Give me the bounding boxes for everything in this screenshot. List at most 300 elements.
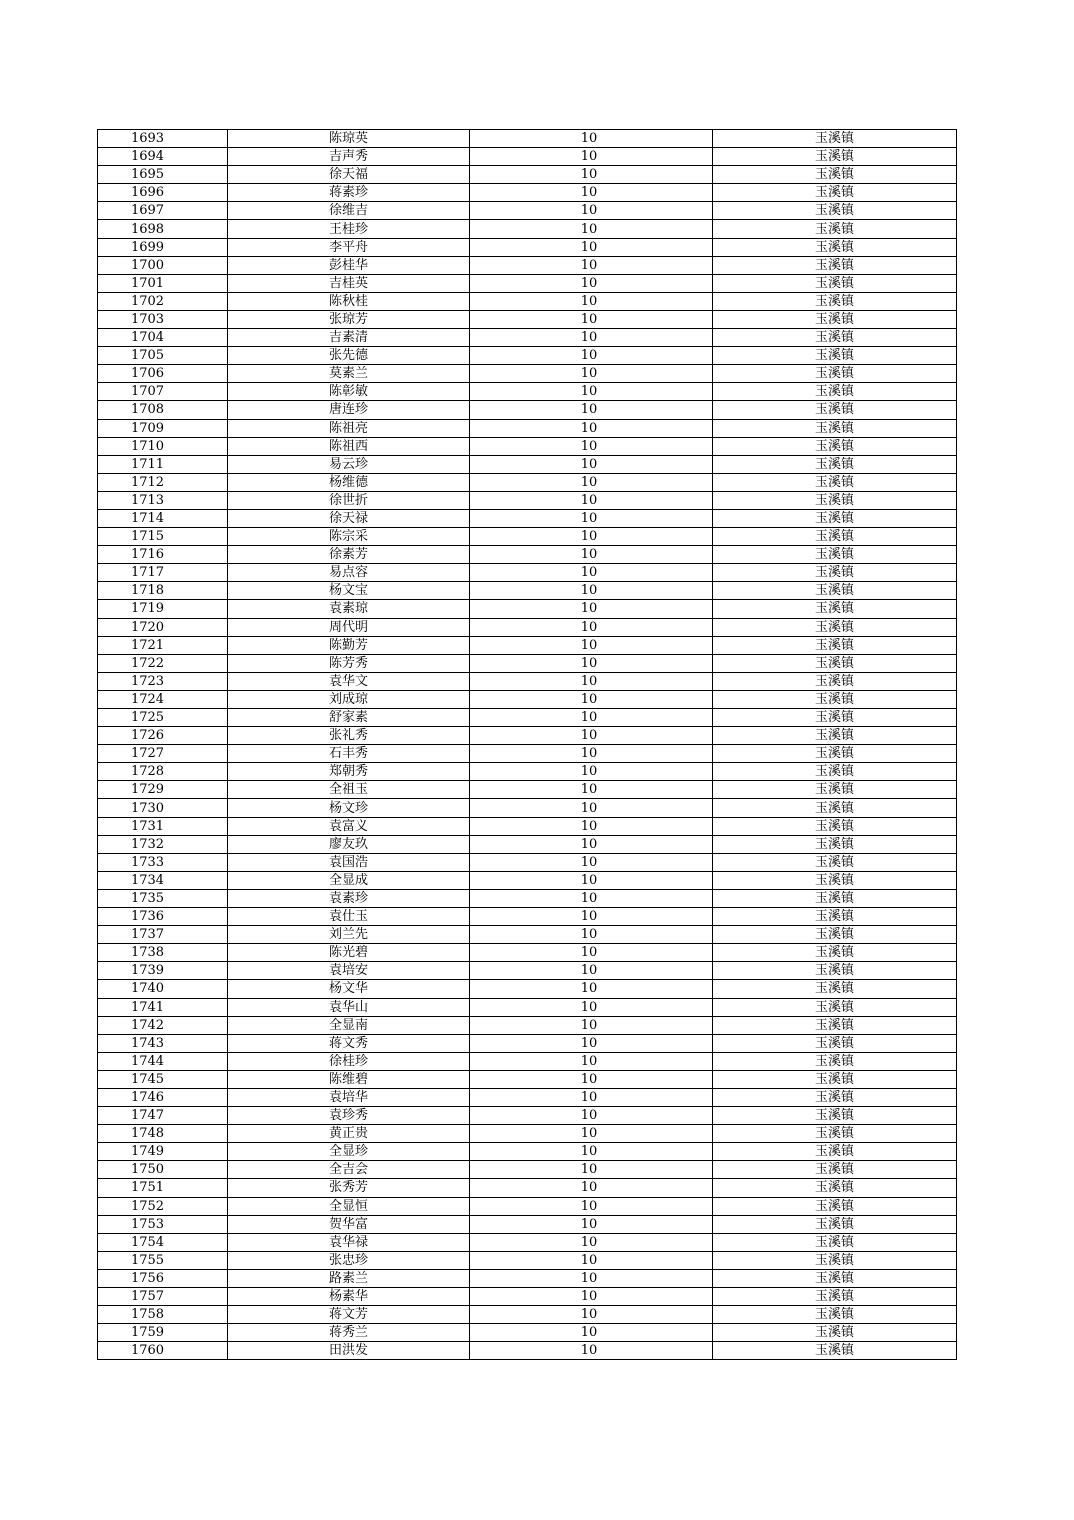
row-number-cell: 1720 [98, 618, 228, 636]
name-cell: 张先德 [228, 347, 470, 365]
row-number-cell: 1721 [98, 636, 228, 654]
row-number-cell: 1727 [98, 745, 228, 763]
table-row [98, 600, 957, 618]
row-number-cell: 1743 [98, 1034, 228, 1052]
table-row [98, 1161, 957, 1179]
amount-cell: 10 [470, 148, 713, 166]
name-cell: 袁素琼 [228, 600, 470, 618]
table-row [98, 853, 957, 871]
row-number-cell: 1739 [98, 962, 228, 980]
table-row [98, 1197, 957, 1215]
table-row [98, 1052, 957, 1070]
row-number-cell: 1736 [98, 908, 228, 926]
town-cell: 玉溪镇 [713, 1197, 957, 1215]
town-cell: 玉溪镇 [713, 763, 957, 781]
row-number-cell: 1703 [98, 310, 228, 328]
amount-cell: 10 [470, 509, 713, 527]
table-row [98, 636, 957, 654]
table-row [98, 1215, 957, 1233]
town-cell: 玉溪镇 [713, 473, 957, 491]
name-cell: 陈祖西 [228, 437, 470, 455]
amount-cell: 10 [470, 419, 713, 437]
town-cell: 玉溪镇 [713, 1107, 957, 1125]
town-cell: 玉溪镇 [713, 817, 957, 835]
row-number-cell: 1746 [98, 1088, 228, 1106]
town-cell: 玉溪镇 [713, 980, 957, 998]
name-cell: 袁华禄 [228, 1233, 470, 1251]
amount-cell: 10 [470, 365, 713, 383]
name-cell: 杨文华 [228, 980, 470, 998]
town-cell: 玉溪镇 [713, 618, 957, 636]
amount-cell: 10 [470, 1215, 713, 1233]
table-row [98, 980, 957, 998]
row-number-cell: 1755 [98, 1251, 228, 1269]
town-cell: 玉溪镇 [713, 491, 957, 509]
table-row [98, 419, 957, 437]
town-cell: 玉溪镇 [713, 238, 957, 256]
name-cell: 张秀芳 [228, 1179, 470, 1197]
table-row [98, 1251, 957, 1269]
town-cell: 玉溪镇 [713, 1161, 957, 1179]
town-cell: 玉溪镇 [713, 1215, 957, 1233]
table-row [98, 1233, 957, 1251]
name-cell: 张忠珍 [228, 1251, 470, 1269]
row-number-cell: 1742 [98, 1016, 228, 1034]
amount-cell: 10 [470, 256, 713, 274]
row-number-cell: 1708 [98, 401, 228, 419]
table-row [98, 528, 957, 546]
town-cell: 玉溪镇 [713, 1143, 957, 1161]
table-row [98, 455, 957, 473]
table-row [98, 1107, 957, 1125]
amount-cell: 10 [470, 401, 713, 419]
amount-cell: 10 [470, 383, 713, 401]
town-cell: 玉溪镇 [713, 600, 957, 618]
amount-cell: 10 [470, 727, 713, 745]
amount-cell: 10 [470, 184, 713, 202]
name-cell: 陈勤芳 [228, 636, 470, 654]
amount-cell: 10 [470, 1125, 713, 1143]
table-row [98, 491, 957, 509]
row-number-cell: 1757 [98, 1288, 228, 1306]
row-number-cell: 1719 [98, 600, 228, 618]
town-cell: 玉溪镇 [713, 509, 957, 527]
amount-cell: 10 [470, 238, 713, 256]
table-row [98, 998, 957, 1016]
amount-cell: 10 [470, 781, 713, 799]
name-cell: 吉声秀 [228, 148, 470, 166]
town-cell: 玉溪镇 [713, 184, 957, 202]
row-number-cell: 1715 [98, 528, 228, 546]
name-cell: 田洪发 [228, 1342, 470, 1360]
name-cell: 李平舟 [228, 238, 470, 256]
amount-cell: 10 [470, 455, 713, 473]
name-cell: 陈宗采 [228, 528, 470, 546]
town-cell: 玉溪镇 [713, 1070, 957, 1088]
amount-cell: 10 [470, 437, 713, 455]
amount-cell: 10 [470, 618, 713, 636]
table-row [98, 672, 957, 690]
amount-cell: 10 [470, 1233, 713, 1251]
amount-cell: 10 [470, 202, 713, 220]
name-cell: 全显成 [228, 871, 470, 889]
amount-cell: 10 [470, 799, 713, 817]
town-cell: 玉溪镇 [713, 690, 957, 708]
town-cell: 玉溪镇 [713, 329, 957, 347]
town-cell: 玉溪镇 [713, 636, 957, 654]
amount-cell: 10 [470, 763, 713, 781]
table-row [98, 1034, 957, 1052]
name-cell: 袁富义 [228, 817, 470, 835]
name-cell: 易点容 [228, 564, 470, 582]
name-cell: 袁仕玉 [228, 908, 470, 926]
table-row [98, 926, 957, 944]
name-cell: 蒋文秀 [228, 1034, 470, 1052]
amount-cell: 10 [470, 1107, 713, 1125]
amount-cell: 10 [470, 690, 713, 708]
town-cell: 玉溪镇 [713, 1269, 957, 1287]
name-cell: 蒋文芳 [228, 1306, 470, 1324]
name-cell: 徐素芳 [228, 546, 470, 564]
amount-cell: 10 [470, 600, 713, 618]
row-number-cell: 1759 [98, 1324, 228, 1342]
row-number-cell: 1751 [98, 1179, 228, 1197]
name-cell: 路素兰 [228, 1269, 470, 1287]
row-number-cell: 1712 [98, 473, 228, 491]
table-row [98, 166, 957, 184]
amount-cell: 10 [470, 1070, 713, 1088]
amount-cell: 10 [470, 980, 713, 998]
name-cell: 贺华富 [228, 1215, 470, 1233]
table-row [98, 1342, 957, 1360]
town-cell: 玉溪镇 [713, 292, 957, 310]
table-row [98, 546, 957, 564]
name-cell: 蒋素珍 [228, 184, 470, 202]
town-cell: 玉溪镇 [713, 256, 957, 274]
town-cell: 玉溪镇 [713, 654, 957, 672]
row-number-cell: 1741 [98, 998, 228, 1016]
name-cell: 袁华山 [228, 998, 470, 1016]
table-row [98, 1088, 957, 1106]
name-cell: 张琼芳 [228, 310, 470, 328]
name-cell: 袁华文 [228, 672, 470, 690]
town-cell: 玉溪镇 [713, 1233, 957, 1251]
amount-cell: 10 [470, 835, 713, 853]
amount-cell: 10 [470, 347, 713, 365]
amount-cell: 10 [470, 310, 713, 328]
name-cell: 莫素兰 [228, 365, 470, 383]
amount-cell: 10 [470, 636, 713, 654]
name-cell: 黄正贵 [228, 1125, 470, 1143]
town-cell: 玉溪镇 [713, 437, 957, 455]
amount-cell: 10 [470, 1016, 713, 1034]
table-row [98, 727, 957, 745]
name-cell: 吉桂英 [228, 274, 470, 292]
row-number-cell: 1748 [98, 1125, 228, 1143]
row-number-cell: 1725 [98, 709, 228, 727]
amount-cell: 10 [470, 745, 713, 763]
row-number-cell: 1709 [98, 419, 228, 437]
amount-cell: 10 [470, 1161, 713, 1179]
table-row [98, 889, 957, 907]
amount-cell: 10 [470, 998, 713, 1016]
row-number-cell: 1753 [98, 1215, 228, 1233]
table-row [98, 220, 957, 238]
row-number-cell: 1705 [98, 347, 228, 365]
name-cell: 全吉会 [228, 1161, 470, 1179]
table-row [98, 564, 957, 582]
row-number-cell: 1698 [98, 220, 228, 238]
row-number-cell: 1740 [98, 980, 228, 998]
town-cell: 玉溪镇 [713, 1324, 957, 1342]
table-row [98, 256, 957, 274]
amount-cell: 10 [470, 1251, 713, 1269]
table-row [98, 184, 957, 202]
table-row [98, 781, 957, 799]
row-number-cell: 1744 [98, 1052, 228, 1070]
amount-cell: 10 [470, 491, 713, 509]
table-row [98, 817, 957, 835]
name-cell: 吉素清 [228, 329, 470, 347]
row-number-cell: 1710 [98, 437, 228, 455]
row-number-cell: 1752 [98, 1197, 228, 1215]
name-cell: 刘兰先 [228, 926, 470, 944]
row-number-cell: 1730 [98, 799, 228, 817]
town-cell: 玉溪镇 [713, 347, 957, 365]
row-number-cell: 1704 [98, 329, 228, 347]
name-cell: 张礼秀 [228, 727, 470, 745]
name-cell: 陈光碧 [228, 944, 470, 962]
amount-cell: 10 [470, 926, 713, 944]
town-cell: 玉溪镇 [713, 564, 957, 582]
amount-cell: 10 [470, 1342, 713, 1360]
table-row [98, 1324, 957, 1342]
town-cell: 玉溪镇 [713, 528, 957, 546]
row-number-cell: 1734 [98, 871, 228, 889]
amount-cell: 10 [470, 130, 713, 148]
name-cell: 徐天禄 [228, 509, 470, 527]
table-row [98, 962, 957, 980]
table-row [98, 1125, 957, 1143]
row-number-cell: 1747 [98, 1107, 228, 1125]
row-number-cell: 1726 [98, 727, 228, 745]
name-cell: 王桂珍 [228, 220, 470, 238]
amount-cell: 10 [470, 292, 713, 310]
town-cell: 玉溪镇 [713, 672, 957, 690]
row-number-cell: 1732 [98, 835, 228, 853]
table-row [98, 383, 957, 401]
amount-cell: 10 [470, 817, 713, 835]
name-cell: 陈秋桂 [228, 292, 470, 310]
row-number-cell: 1731 [98, 817, 228, 835]
town-cell: 玉溪镇 [713, 835, 957, 853]
table-row [98, 437, 957, 455]
table-row [98, 835, 957, 853]
town-cell: 玉溪镇 [713, 889, 957, 907]
row-number-cell: 1702 [98, 292, 228, 310]
row-number-cell: 1735 [98, 889, 228, 907]
town-cell: 玉溪镇 [713, 220, 957, 238]
amount-cell: 10 [470, 1143, 713, 1161]
name-cell: 全显恒 [228, 1197, 470, 1215]
row-number-cell: 1723 [98, 672, 228, 690]
name-cell: 杨文珍 [228, 799, 470, 817]
name-cell: 陈祖亮 [228, 419, 470, 437]
table-row [98, 329, 957, 347]
table-row [98, 745, 957, 763]
name-cell: 石丰秀 [228, 745, 470, 763]
town-cell: 玉溪镇 [713, 130, 957, 148]
row-number-cell: 1760 [98, 1342, 228, 1360]
table-row [98, 238, 957, 256]
name-cell: 陈琼英 [228, 130, 470, 148]
row-number-cell: 1737 [98, 926, 228, 944]
table-row [98, 582, 957, 600]
row-number-cell: 1694 [98, 148, 228, 166]
row-number-cell: 1722 [98, 654, 228, 672]
amount-cell: 10 [470, 564, 713, 582]
town-cell: 玉溪镇 [713, 908, 957, 926]
table-row [98, 148, 957, 166]
town-cell: 玉溪镇 [713, 383, 957, 401]
town-cell: 玉溪镇 [713, 745, 957, 763]
row-number-cell: 1733 [98, 853, 228, 871]
amount-cell: 10 [470, 1324, 713, 1342]
row-number-cell: 1749 [98, 1143, 228, 1161]
town-cell: 玉溪镇 [713, 546, 957, 564]
row-number-cell: 1706 [98, 365, 228, 383]
amount-cell: 10 [470, 944, 713, 962]
name-cell: 廖友玖 [228, 835, 470, 853]
row-number-cell: 1724 [98, 690, 228, 708]
name-cell: 袁培安 [228, 962, 470, 980]
row-number-cell: 1695 [98, 166, 228, 184]
row-number-cell: 1701 [98, 274, 228, 292]
name-cell: 徐天福 [228, 166, 470, 184]
table-row [98, 1306, 957, 1324]
name-cell: 杨文宝 [228, 582, 470, 600]
row-number-cell: 1756 [98, 1269, 228, 1287]
town-cell: 玉溪镇 [713, 1342, 957, 1360]
row-number-cell: 1700 [98, 256, 228, 274]
amount-cell: 10 [470, 582, 713, 600]
row-number-cell: 1738 [98, 944, 228, 962]
table-row [98, 130, 957, 148]
table-row [98, 1179, 957, 1197]
town-cell: 玉溪镇 [713, 202, 957, 220]
table-row [98, 908, 957, 926]
table-row [98, 1016, 957, 1034]
table-row [98, 347, 957, 365]
table-row [98, 871, 957, 889]
row-number-cell: 1716 [98, 546, 228, 564]
town-cell: 玉溪镇 [713, 365, 957, 383]
name-cell: 陈维碧 [228, 1070, 470, 1088]
table-row [98, 202, 957, 220]
name-cell: 袁珍秀 [228, 1107, 470, 1125]
amount-cell: 10 [470, 329, 713, 347]
town-cell: 玉溪镇 [713, 1052, 957, 1070]
town-cell: 玉溪镇 [713, 998, 957, 1016]
table-row [98, 1269, 957, 1287]
row-number-cell: 1699 [98, 238, 228, 256]
town-cell: 玉溪镇 [713, 944, 957, 962]
town-cell: 玉溪镇 [713, 1016, 957, 1034]
town-cell: 玉溪镇 [713, 1125, 957, 1143]
town-cell: 玉溪镇 [713, 419, 957, 437]
row-number-cell: 1754 [98, 1233, 228, 1251]
amount-cell: 10 [470, 1088, 713, 1106]
table-row [98, 1288, 957, 1306]
table-row [98, 1070, 957, 1088]
name-cell: 全显南 [228, 1016, 470, 1034]
amount-cell: 10 [470, 889, 713, 907]
row-number-cell: 1729 [98, 781, 228, 799]
table-row [98, 1143, 957, 1161]
town-cell: 玉溪镇 [713, 274, 957, 292]
town-cell: 玉溪镇 [713, 1251, 957, 1269]
row-number-cell: 1750 [98, 1161, 228, 1179]
amount-cell: 10 [470, 1197, 713, 1215]
name-cell: 舒家素 [228, 709, 470, 727]
amount-cell: 10 [470, 853, 713, 871]
name-cell: 易云珍 [228, 455, 470, 473]
table-row [98, 690, 957, 708]
table-row [98, 509, 957, 527]
amount-cell: 10 [470, 709, 713, 727]
town-cell: 玉溪镇 [713, 1306, 957, 1324]
town-cell: 玉溪镇 [713, 582, 957, 600]
town-cell: 玉溪镇 [713, 709, 957, 727]
table-row [98, 310, 957, 328]
town-cell: 玉溪镇 [713, 455, 957, 473]
town-cell: 玉溪镇 [713, 962, 957, 980]
table-row [98, 365, 957, 383]
amount-cell: 10 [470, 1288, 713, 1306]
row-number-cell: 1697 [98, 202, 228, 220]
table-row [98, 799, 957, 817]
amount-cell: 10 [470, 166, 713, 184]
name-cell: 袁国浩 [228, 853, 470, 871]
amount-cell: 10 [470, 220, 713, 238]
amount-cell: 10 [470, 1034, 713, 1052]
name-cell: 徐桂珍 [228, 1052, 470, 1070]
row-number-cell: 1717 [98, 564, 228, 582]
row-number-cell: 1707 [98, 383, 228, 401]
town-cell: 玉溪镇 [713, 148, 957, 166]
town-cell: 玉溪镇 [713, 1179, 957, 1197]
name-cell: 袁素珍 [228, 889, 470, 907]
name-cell: 杨维德 [228, 473, 470, 491]
row-number-cell: 1696 [98, 184, 228, 202]
amount-cell: 10 [470, 871, 713, 889]
town-cell: 玉溪镇 [713, 871, 957, 889]
name-cell: 徐世折 [228, 491, 470, 509]
row-number-cell: 1713 [98, 491, 228, 509]
name-cell: 陈芳秀 [228, 654, 470, 672]
amount-cell: 10 [470, 1269, 713, 1287]
table-row [98, 618, 957, 636]
name-cell: 彭桂华 [228, 256, 470, 274]
row-number-cell: 1718 [98, 582, 228, 600]
amount-cell: 10 [470, 274, 713, 292]
name-cell: 杨素华 [228, 1288, 470, 1306]
amount-cell: 10 [470, 1179, 713, 1197]
table-row [98, 654, 957, 672]
town-cell: 玉溪镇 [713, 166, 957, 184]
amount-cell: 10 [470, 528, 713, 546]
amount-cell: 10 [470, 908, 713, 926]
